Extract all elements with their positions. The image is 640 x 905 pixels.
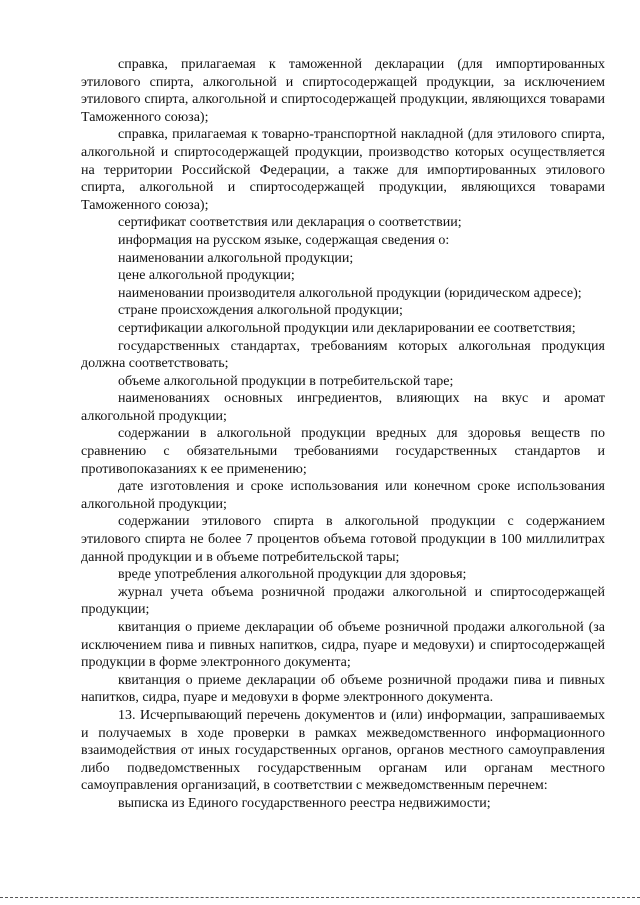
document-body bbox=[81, 56, 605, 813]
paragraph-declaration-receipt-alcohol: квитанция о приеме декларации об объеме розничной продажи алкогольной (за исключением пива и пивных напитков, сидра, пуаре и медовухи) и спиртосодержащей продукции в форме электронного документа; bbox=[81, 620, 605, 671]
paragraph-country-of-origin: стране происхождения алкогольной продукции; bbox=[118, 303, 403, 319]
paragraph-product-price: цене алкогольной продукции; bbox=[118, 268, 295, 284]
paragraph-conformity-certificate: сертификат соответствия или декларация о соответствии; bbox=[118, 215, 462, 231]
paragraph-real-estate-extract: выписка из Единого государственного реестра недвижимости; bbox=[118, 795, 491, 811]
paragraph-volume: объеме алкогольной продукции в потребительской таре; bbox=[118, 373, 454, 389]
paragraph-section-13: 13. Исчерпывающий перечень документов и (или) информации, запрашиваемых и получаемых в ходе проверки в рамках межведомственного информационного взаимодействия от иных государственных органов, органов местного самоуправления либо подведомственных государственным органам или органам местного самоуправления организаций, в соответствии с межведомственным перечнем: bbox=[81, 707, 605, 794]
paragraph-certification: сертификации алкогольной продукции или декларировании ее соответствия; bbox=[118, 320, 576, 336]
paragraph-sales-journal: журнал учета объема розничной продажи алкогольной и спиртосодержащей продукции; bbox=[81, 584, 605, 618]
paragraph-customs-declaration-certificate: справка, прилагаемая к таможенной декларации (для импортированных этилового спирта, алкогольной и спиртосодержащей продукции, за исключением этилового спирта, алкогольной и спиртосодержащей продукции, являющихся товарами Таможенного союза); bbox=[81, 57, 605, 125]
paragraph-manufacture-date: дате изготовления и сроке использования или конечном сроке использования алкогольной продукции; bbox=[81, 479, 605, 512]
paragraph-state-standards: государственных стандартах, требованиям которых алкогольная продукция должна соответствовать; bbox=[81, 338, 605, 372]
paragraph-health-harm: вреде употребления алкогольной продукции для здоровья; bbox=[118, 567, 467, 583]
paragraph-ingredients: наименованиях основных ингредиентов, влияющих на вкус и аромат алкогольной продукции; bbox=[81, 391, 605, 424]
paragraph-harmful-substances: содержании в алкогольной продукции вредных для здоровья веществ по сравнению с обязательными требованиями государственных стандартов и противопоказаниях к ее применению; bbox=[81, 426, 605, 477]
page-bottom-border bbox=[0, 897, 640, 898]
paragraph-russian-info-intro: информация на русском языке, содержащая сведения о: bbox=[118, 232, 450, 248]
paragraph-product-name: наименовании алкогольной продукции; bbox=[118, 250, 354, 266]
paragraph-manufacturer-name: наименовании производителя алкогольной продукции (юридическом адресе); bbox=[118, 285, 582, 301]
paragraph-declaration-receipt-beer: квитанция о приеме декларации об объеме розничной продажи пива и пивных напитков, сидра, пуаре и медовухи в форме электронного документа. bbox=[81, 672, 605, 706]
paragraph-waybill-certificate: справка, прилагаемая к товарно-транспортной накладной (для этилового спирта, алкогольной и спиртосодержащей продукции, производство которых осуществляется на территории Российской Федерации, а также для импортированных этилового спирта, алкогольной и спиртосодержащей продукции, являющихся товарами Таможенного союза); bbox=[81, 127, 605, 213]
paragraph-ethanol-content: содержании этилового спирта в алкогольной продукции с содержанием этилового спирта не более 7 процентов объема готовой продукции в 100 миллилитрах данной продукции и в объеме потребительской тары; bbox=[81, 514, 605, 565]
